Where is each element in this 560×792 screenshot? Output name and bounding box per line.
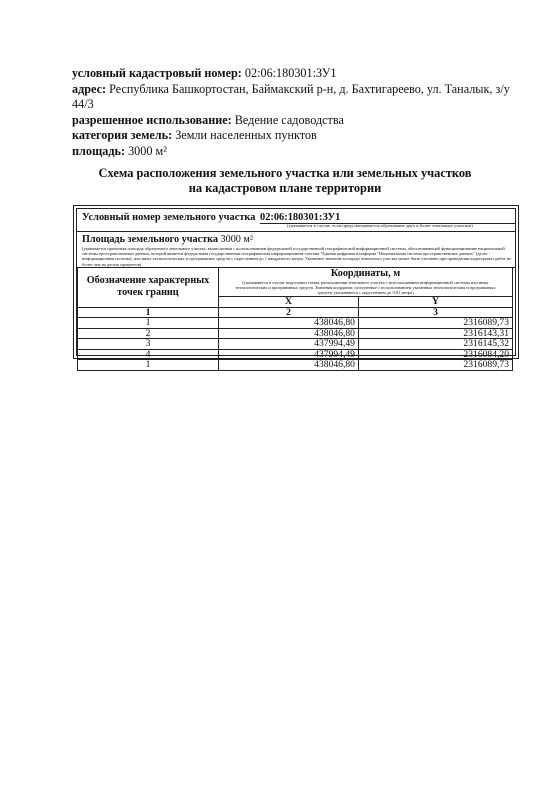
coordinates-header-note: (указываются в случае подготовки схемы расположения земельного участка с использованием информационной системы или иных технологических и программных средств. Значения координат, полученные с использованием указанных технологических и программных средств, указываются с округлением до 0,01 метра): [235, 280, 496, 295]
permitted-use-value: Ведение садоводства: [234, 112, 344, 127]
plot-number-note: (указывается в случае, если предусматривается образование двух и более земельных участков): [287, 223, 473, 228]
points-header: Обозначение характерных точек границ: [78, 268, 219, 308]
address-label: адрес:: [72, 81, 107, 96]
y-coordinate: 2316084,20: [358, 349, 512, 360]
y-coordinate: 2316143,31: [358, 328, 512, 339]
area-label: площадь:: [72, 143, 126, 158]
table-header-row: [78, 268, 513, 297]
plot-number-row: [77, 209, 515, 232]
cadastral-number-line: [72, 66, 532, 82]
point-id: 2: [78, 328, 219, 339]
address-value: Республика Башкортостан, Баймакский р-н, д. Бахтигареево, ул. Таналык, з/у 44/3: [72, 81, 510, 112]
land-category-line: [72, 128, 532, 144]
x-coordinate: 437994,49: [219, 339, 359, 350]
plot-area-label: Площадь земельного участка: [82, 234, 218, 245]
scheme-form-inner: [76, 208, 516, 370]
coordinates-header-caption: Координаты, м: [330, 268, 401, 279]
scheme-form: [73, 205, 519, 370]
y-axis-header: Y: [358, 297, 512, 308]
x-coordinate: 438046,80: [219, 360, 359, 371]
point-id: 4: [78, 349, 219, 360]
cadastral-number-label: условный кадастровый номер:: [72, 66, 242, 80]
area-line: [72, 144, 532, 160]
column-number-2: 2: [219, 307, 359, 318]
point-id: 1: [78, 360, 219, 371]
column-number-3: 3: [358, 307, 512, 318]
plot-area-note: (указывается проектная площадь образуемого земельного участка, вычисленная с использованием федеральной государственной географической информационной системы, обеспечивающей функционирование национальной системы пространственных данных, которой является федеральная государственная географическая информационная система "Единая цифровая платформа "Национальная система пространственных данных" (далее - информационная система), или иных технологических и программных средств с округлением до 1 квадратного метра. Указанное значение площади земельного участка может быть уточнено при проведении кадастровых работ не более чем на десять процентов): [82, 246, 512, 267]
coordinates-table: [77, 267, 513, 371]
plot-area-line: [82, 234, 253, 245]
x-coordinate: 438046,80: [219, 318, 359, 329]
y-coordinate: 2316145,32: [358, 339, 512, 350]
table-row: [78, 328, 513, 339]
area-value: 3000 м²: [128, 143, 167, 158]
plot-area-row: [77, 231, 515, 268]
plot-area-value: 3000 м²: [220, 234, 253, 245]
document-title-line1: Схема расположения земельного участка или земельных участков: [98, 166, 472, 180]
point-id: 3: [78, 339, 219, 350]
y-coordinate: 2316089,73: [358, 318, 512, 329]
x-coordinate: 437994,49: [219, 349, 359, 360]
column-number-row: [78, 307, 513, 318]
y-coordinate: 2316089,73: [358, 360, 512, 371]
coordinates-header: [219, 268, 513, 297]
point-id: 1: [78, 318, 219, 329]
cadastral-number-value: 02:06:180301:ЗУ1: [244, 66, 337, 80]
plot-number-label: Условный номер земельного участка: [82, 212, 256, 223]
column-number-1: 1: [78, 307, 219, 318]
land-category-label: категория земель:: [72, 128, 173, 143]
table-row: [78, 318, 513, 329]
permitted-use-line: [72, 113, 532, 129]
plot-number-value: 02:06:180301:ЗУ1: [260, 212, 515, 224]
document-title-line2: на кадастровом плане территории: [188, 181, 382, 195]
x-axis-header: X: [219, 297, 359, 308]
x-coordinate: 438046,80: [219, 328, 359, 339]
address-line: [72, 82, 532, 113]
header-block: [72, 66, 532, 160]
permitted-use-label: разрешенное использование:: [72, 112, 232, 127]
table-row: [78, 349, 513, 360]
table-row: [78, 360, 513, 371]
table-row: [78, 339, 513, 350]
land-category-value: Земли населенных пунктов: [175, 128, 317, 143]
